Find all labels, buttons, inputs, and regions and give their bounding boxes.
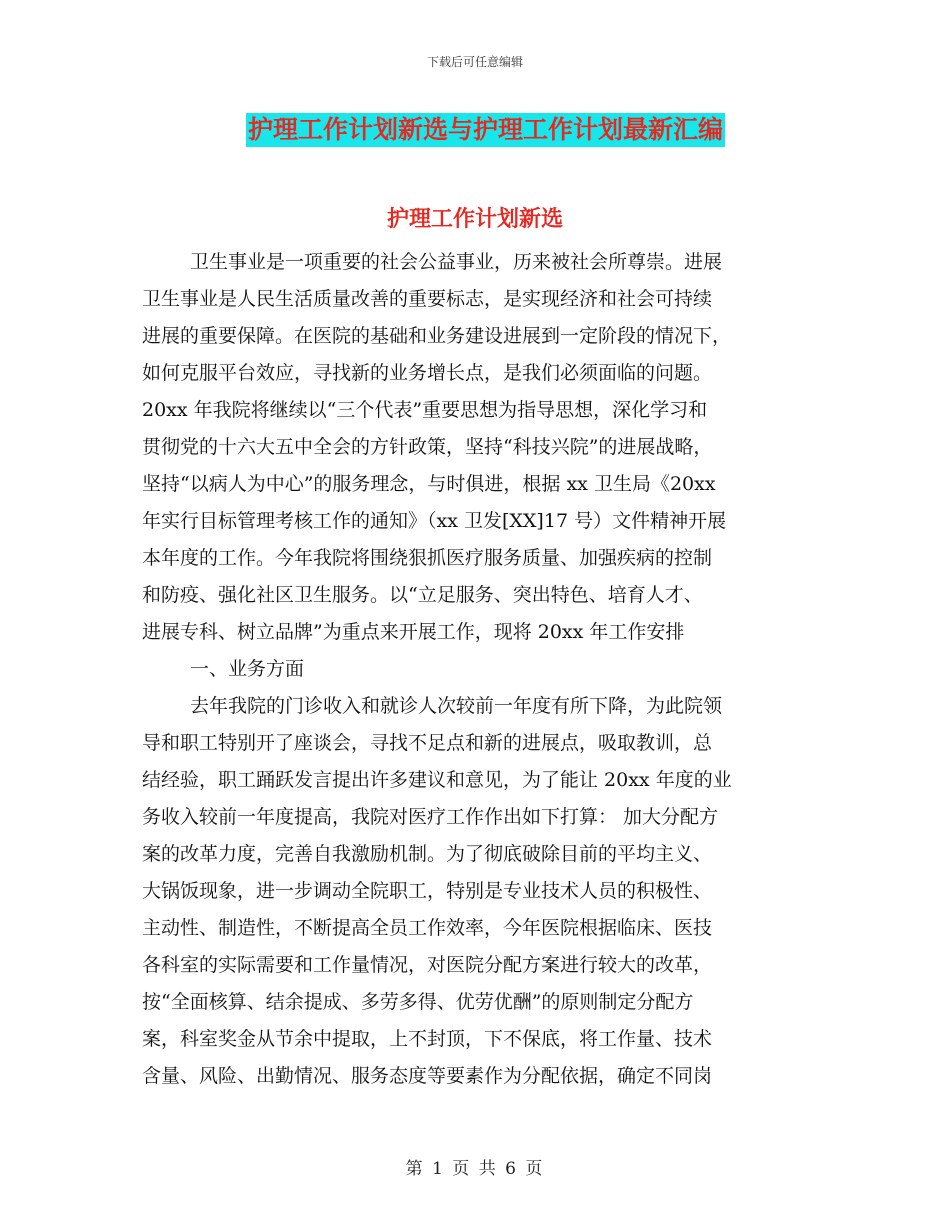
paragraph-line: 含量、风险、出勤情况、服务态度等要素作为分配依据，确定不同岗 — [142, 1065, 713, 1087]
header-note: 下载后可任意编辑 — [426, 55, 523, 69]
paragraph-line: 坚持“以病人为中心”的服务理念，与时俱进，根据 xx 卫生局《20xx — [142, 473, 716, 495]
paragraph-line: 进展专科、树立品牌”为重点来开展工作，现将 20xx 年工作安排 — [142, 621, 685, 643]
paragraph-line: 按“全面核算、结余提成、多劳多得、优劳优酬”的原则制定分配方 — [142, 991, 694, 1013]
paragraph-line: 案，科室奖金从节余中提取，上不封顶，下不保底，将工作量、技术 — [142, 1028, 713, 1050]
paragraph-line: 如何克服平台效应，寻找新的业务增长点，是我们必须面临的问题。 — [142, 362, 713, 384]
paragraph-line: 和防疫、强化社区卫生服务。以“立足服务、突出特色、培育人才、 — [142, 584, 703, 606]
paragraph-line: 各科室的实际需要和工作量情况，对医院分配方案进行较大的改革， — [142, 954, 713, 976]
paragraph-line: 卫生事业是一项重要的社会公益事业，历来被社会所尊崇。进展 — [190, 251, 723, 273]
paragraph-line: 本年度的工作。今年我院将围绕狠抓医疗服务质量、加强疾病的控制 — [142, 547, 713, 569]
paragraph-line: 年实行目标管理考核工作的通知》（xx 卫发[XX]17 号）文件精神开展 — [142, 510, 727, 532]
page-number-footer: 第 1 页 共 6 页 — [405, 1159, 545, 1179]
paragraph-line: 主动性、制造性，不断提高全员工作效率，今年医院根据临床、医技 — [142, 917, 713, 939]
paragraph-line: 结经验，职工踊跃发言提出许多建议和意见，为了能让 20xx 年度的业 — [142, 769, 732, 791]
paragraph-line: 务收入较前一年度提高，我院对医疗工作作出如下打算： 加大分配方 — [142, 806, 719, 828]
paragraph-line: 进展的重要保障。在医院的基础和业务建设进展到一定阶段的情况下， — [142, 325, 732, 347]
section-title: 护理工作计划新选 — [386, 206, 563, 232]
paragraph-line: 卫生事业是人民生活质量改善的重要标志，是实现经济和社会可持续 — [142, 288, 713, 310]
subsection-heading: 一、业务方面 — [190, 658, 305, 680]
document-title: 护理工作计划新选与护理工作计划最新汇编 — [246, 113, 725, 147]
paragraph-line: 导和职工特别开了座谈会，寻找不足点和新的进展点，吸取教训，总 — [142, 732, 713, 754]
paragraph-line: 20xx 年我院将继续以“三个代表”重要思想为指导思想，深化学习和 — [142, 399, 708, 421]
paragraph-line: 案的改革力度，完善自我激励机制。为了彻底破除目前的平均主义、 — [142, 843, 713, 865]
body-text — [142, 244, 802, 1095]
paragraph-line: 贯彻党的十六大五中全会的方针政策，坚持“科技兴院”的进展战略， — [142, 436, 713, 458]
paragraph-line: 去年我院的门诊收入和就诊人次较前一年度有所下降，为此院领 — [190, 695, 723, 717]
paragraph-line: 大锅饭现象，进一步调动全院职工，特别是专业技术人员的积极性、 — [142, 880, 713, 902]
